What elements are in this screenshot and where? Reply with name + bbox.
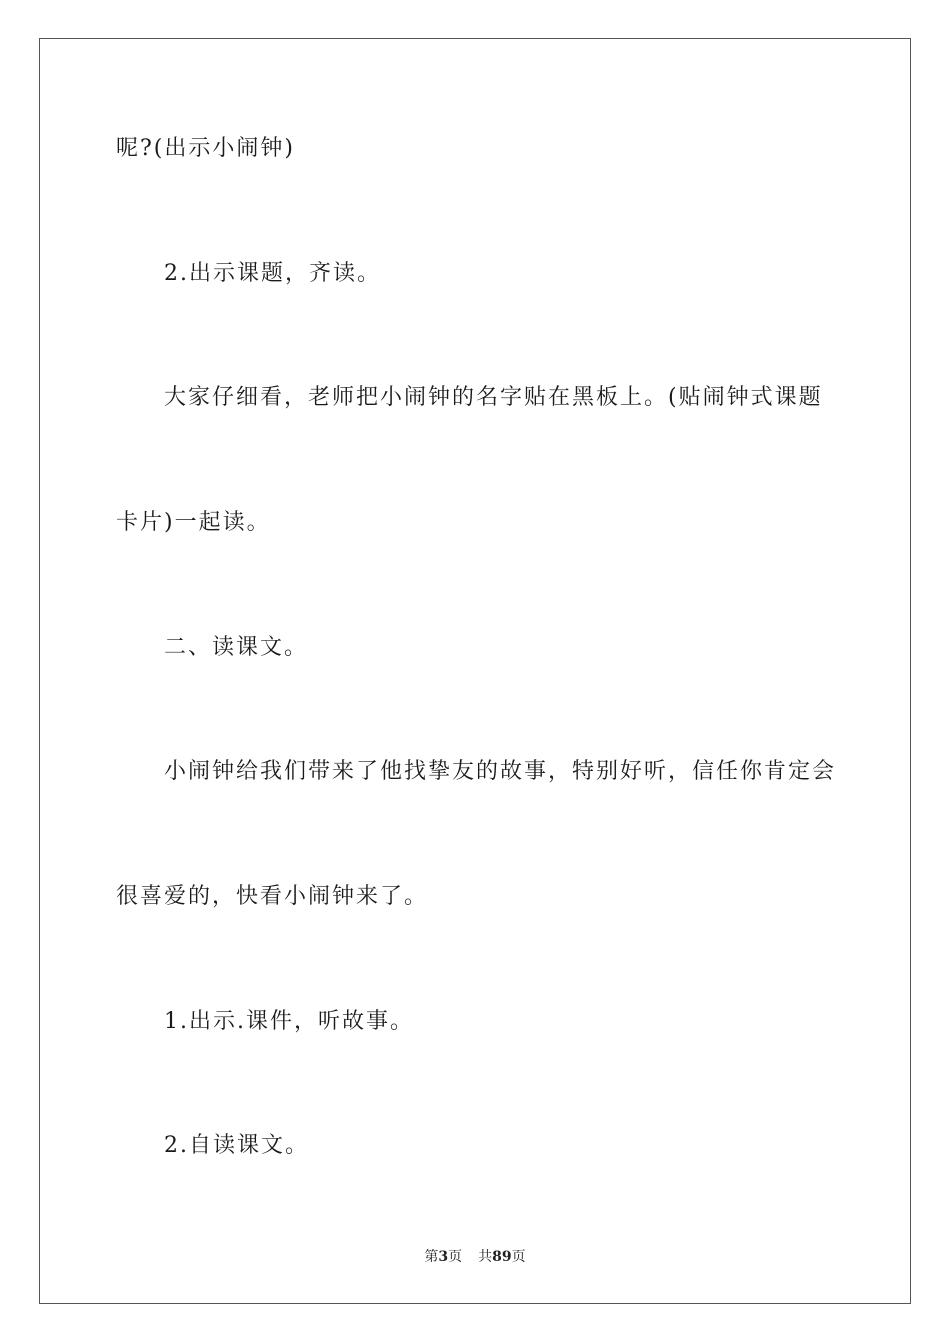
page-footer: [0, 1247, 950, 1267]
paragraph-line-3: 大家仔细看，老师把小闹钟的名字贴在黑板上。(贴闹钟式课题: [164, 385, 823, 410]
paragraph-line-7: 很喜爱的，快看小闹钟来了。: [116, 884, 429, 909]
paragraph-line-8: 1.出示.课件，听故事。: [164, 1009, 414, 1034]
paragraph-line-6: 小闹钟给我们带来了他找挚友的故事，特别好听，信任你肯定会: [164, 759, 837, 784]
footer-total-prefix: 共: [478, 1249, 493, 1265]
total-pages-number: 89: [492, 1249, 512, 1265]
paragraph-line-1: 呢?(出示小闹钟): [116, 136, 295, 161]
paragraph-line-4: 卡片)一起读。: [116, 510, 271, 535]
footer-total-suffix: 页: [511, 1249, 526, 1265]
section-heading: 二、读课文。: [164, 635, 309, 660]
paragraph-line-2: 2.出示课题，齐读。: [164, 261, 381, 286]
paragraph-line-9: 2.自读课文。: [164, 1133, 309, 1158]
page-border: [39, 38, 911, 1304]
footer-page-suffix: 页: [448, 1249, 463, 1265]
current-page-number: 3: [438, 1249, 449, 1265]
footer-prefix: 第: [424, 1249, 439, 1265]
